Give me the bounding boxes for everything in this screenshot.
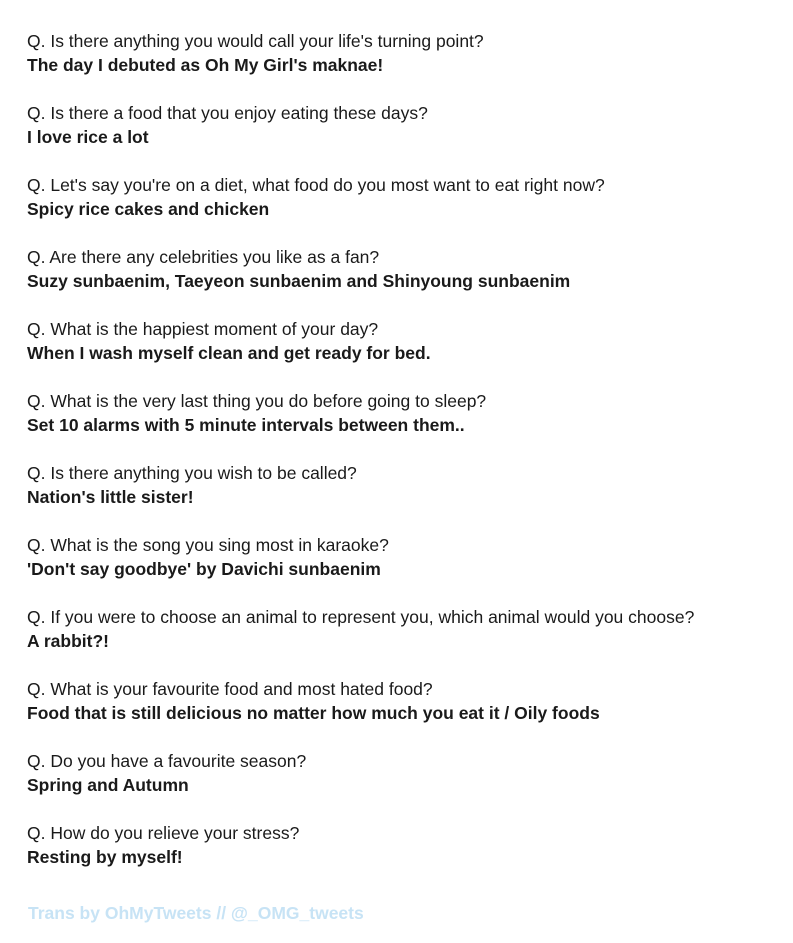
question-text: Q. What is the very last thing you do before going to sleep? xyxy=(27,391,487,411)
qa-item xyxy=(27,317,767,389)
answer-text: 'Don't say goodbye' by Davichi sunbaenim xyxy=(27,559,381,579)
qa-list xyxy=(27,29,767,893)
answer-text: Suzy sunbaenim, Taeyeon sunbaenim and Shinyoung sunbaenim xyxy=(27,271,571,291)
qa-item xyxy=(27,461,767,533)
question-text: Q. Is there anything you would call your life's turning point? xyxy=(27,31,484,51)
qa-item xyxy=(27,749,767,821)
qa-item xyxy=(27,533,767,605)
answer-text: A rabbit?! xyxy=(27,631,109,651)
qa-item xyxy=(27,677,767,749)
translator-credit: Trans by OhMyTweets // @_OMG_tweets xyxy=(28,903,364,923)
answer-text: Resting by myself! xyxy=(27,847,183,867)
question-text: Q. Let's say you're on a diet, what food do you most want to eat right now? xyxy=(27,175,605,195)
answer-text: Set 10 alarms with 5 minute intervals between them.. xyxy=(27,415,465,435)
answer-text: I love rice a lot xyxy=(27,127,149,147)
question-text: Q. If you were to choose an animal to represent you, which animal would you choose? xyxy=(27,607,695,627)
qa-item xyxy=(27,173,767,245)
qa-item xyxy=(27,29,767,101)
question-text: Q. What is the happiest moment of your day? xyxy=(27,319,379,339)
qa-item xyxy=(27,821,767,893)
answer-text: Nation's little sister! xyxy=(27,487,194,507)
answer-text: Spring and Autumn xyxy=(27,775,189,795)
question-text: Q. Are there any celebrities you like as a fan? xyxy=(27,247,380,267)
answer-text: Spicy rice cakes and chicken xyxy=(27,199,270,219)
answer-text: Food that is still delicious no matter how much you eat it / Oily foods xyxy=(27,703,600,723)
qa-item xyxy=(27,101,767,173)
answer-text: When I wash myself clean and get ready for bed. xyxy=(27,343,431,363)
question-text: Q. What is your favourite food and most hated food? xyxy=(27,679,433,699)
qa-item xyxy=(27,389,767,461)
qa-item xyxy=(27,605,767,677)
question-text: Q. Do you have a favourite season? xyxy=(27,751,307,771)
qa-item xyxy=(27,245,767,317)
question-text: Q. Is there a food that you enjoy eating these days? xyxy=(27,103,428,123)
question-text: Q. Is there anything you wish to be called? xyxy=(27,463,357,483)
answer-text: The day I debuted as Oh My Girl's maknae! xyxy=(27,55,384,75)
question-text: Q. What is the song you sing most in karaoke? xyxy=(27,535,389,555)
question-text: Q. How do you relieve your stress? xyxy=(27,823,300,843)
